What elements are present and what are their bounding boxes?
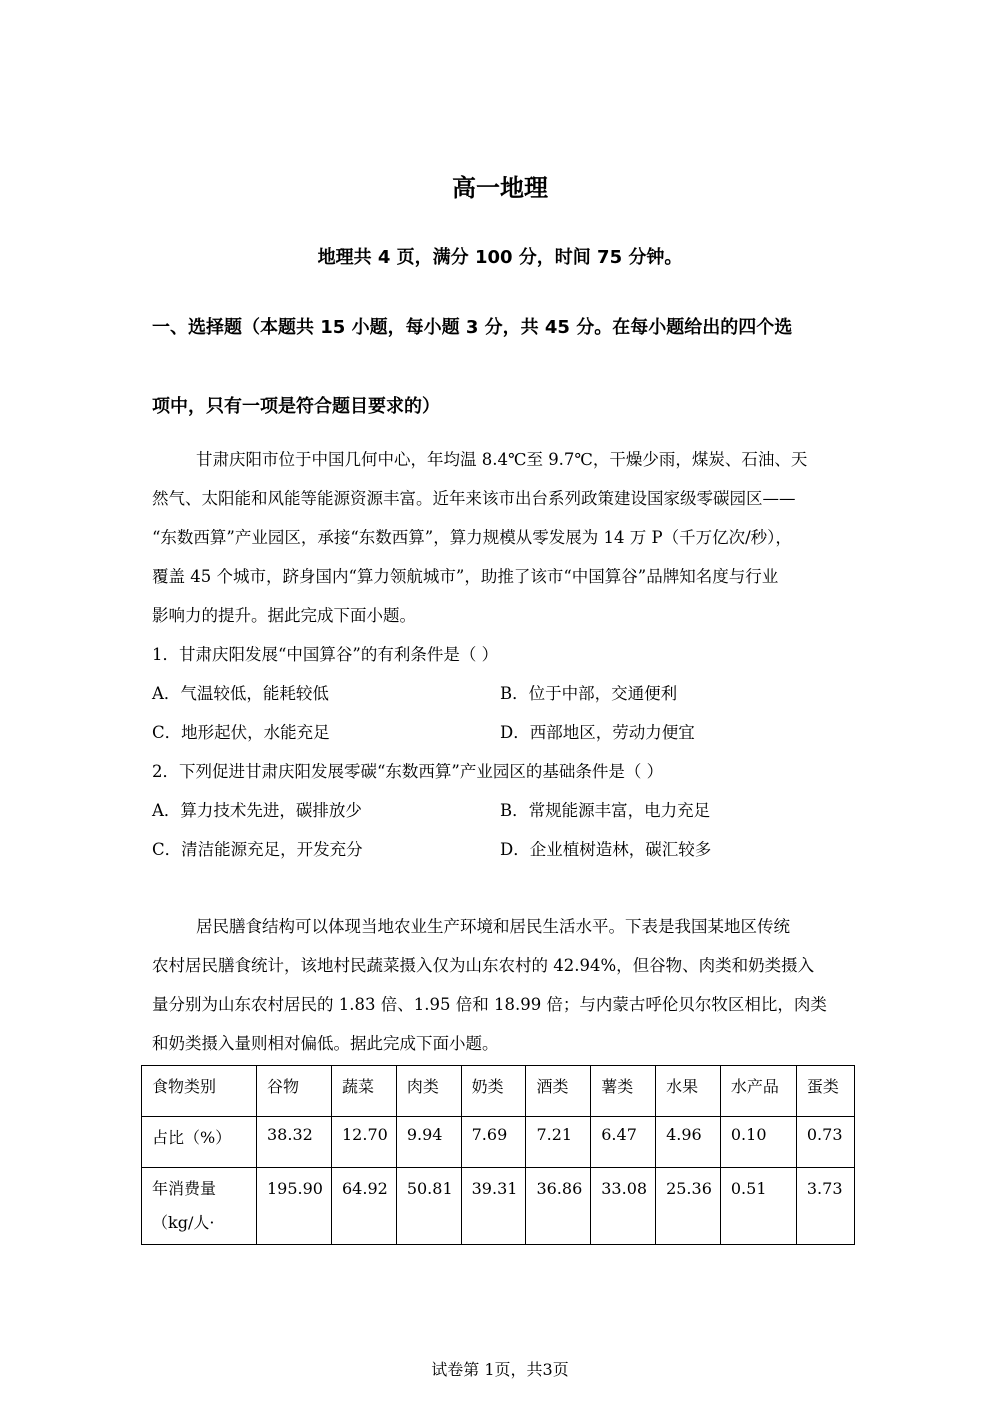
- passage2-line-1: 居民膳食结构可以体现当地农业生产环境和居民生活水平。下表是我国某地区传统: [196, 917, 790, 936]
- passage1-line-5: 影响力的提升。据此完成下面小题。: [152, 606, 416, 625]
- table-cell: 195.90: [257, 1168, 332, 1245]
- table-cell: 7.21: [526, 1117, 591, 1168]
- table-cell: 36.86: [526, 1168, 591, 1245]
- table-cell: 50.81: [396, 1168, 461, 1245]
- question-2-option-b: B．常规能源丰富，电力充足: [500, 801, 711, 820]
- table-cell: 3.73: [796, 1168, 854, 1245]
- passage1-line-2: 然气、太阳能和风能等能源资源丰富。近年来该市出台系列政策建设国家级零碳园区——: [152, 489, 796, 508]
- table-cell: 肉类: [396, 1066, 461, 1117]
- section-heading-line-2: 项中，只有一项是符合题目要求的）: [152, 396, 440, 417]
- passage1-line-4: 覆盖 45 个城市，跻身国内“算力领航城市”，助推了该市“中国算谷”品牌知名度与行业: [152, 567, 779, 586]
- table-cell: 4.96: [656, 1117, 721, 1168]
- question-2-option-a: A．算力技术先进，碳排放少: [152, 801, 362, 820]
- passage2-line-3: 量分别为山东农村居民的 1.83 倍、1.95 倍和 18.99 倍；与内蒙古呼伦贝尔牧区相比，肉类: [152, 995, 827, 1014]
- table-row: [142, 1168, 855, 1245]
- section-heading-line-1: 一、选择题（本题共 15 小题，每小题 3 分，共 45 分。在每小题给出的四个选: [152, 317, 793, 338]
- table-cell: 薯类: [591, 1066, 656, 1117]
- table-cell: 占比（%）: [142, 1117, 257, 1168]
- question-1-option-c: C．地形起伏，水能充足: [152, 723, 330, 742]
- table-cell: 0.10: [720, 1117, 796, 1168]
- table-cell: 9.94: [396, 1117, 461, 1168]
- table-header-row: [142, 1066, 855, 1117]
- table-cell: 33.08: [591, 1168, 656, 1245]
- table-cell: 7.69: [461, 1117, 526, 1168]
- table-cell: 0.51: [720, 1168, 796, 1245]
- page-footer: 试卷第 1页，共3页: [431, 1360, 569, 1379]
- table-cell: 奶类: [461, 1066, 526, 1117]
- table-cell: 64.92: [332, 1168, 397, 1245]
- table-cell: 12.70: [332, 1117, 397, 1168]
- question-1-stem: 1．甘肃庆阳发展“中国算谷”的有利条件是（ ）: [152, 645, 499, 664]
- question-1-option-d: D．西部地区，劳动力便宜: [500, 723, 695, 742]
- table-cell: 0.73: [796, 1117, 854, 1168]
- table-cell: 酒类: [526, 1066, 591, 1117]
- table-cell: 蛋类: [796, 1066, 854, 1117]
- question-2-stem: 2．下列促进甘肃庆阳发展零碳“东数西算”产业园区的基础条件是（ ）: [152, 762, 664, 781]
- table-cell: 38.32: [257, 1117, 332, 1168]
- table-cell: 食物类别: [142, 1066, 257, 1117]
- passage1-line-3: “东数西算”产业园区，承接“东数西算”，算力规模从零发展为 14 万 P（千万亿次/秒），: [152, 528, 792, 547]
- table-row: [142, 1117, 855, 1168]
- page-title: 高一地理: [452, 174, 548, 202]
- passage2-line-4: 和奶类摄入量则相对偏低。据此完成下面小题。: [152, 1034, 499, 1053]
- question-2-option-c: C．清洁能源充足，开发充分: [152, 840, 363, 859]
- table-cell: 水果: [656, 1066, 721, 1117]
- table-cell: 25.36: [656, 1168, 721, 1245]
- table-cell: 39.31: [461, 1168, 526, 1245]
- table-cell: [142, 1168, 257, 1245]
- passage2-line-2: 农村居民膳食统计，该地村民蔬菜摄入仅为山东农村的 42.94%，但谷物、肉类和奶类摄入: [152, 956, 815, 975]
- passage1-line-1: 甘肃庆阳市位于中国几何中心，年均温 8.4℃至 9.7℃，干燥少雨，煤炭、石油、天: [196, 450, 808, 469]
- table-cell: 谷物: [257, 1066, 332, 1117]
- table-cell: 水产品: [720, 1066, 796, 1117]
- question-1-option-b: B．位于中部，交通便利: [500, 684, 678, 703]
- row-label-line-1: 年消费量: [152, 1179, 217, 1198]
- page-subtitle: 地理共 4 页，满分 100 分，时间 75 分钟。: [317, 247, 683, 268]
- question-2-option-d: D．企业植树造林，碳汇较多: [500, 840, 712, 859]
- row-label-line-2: （kg/人·: [152, 1213, 215, 1232]
- diet-table: [141, 1065, 855, 1245]
- question-1-option-a: A．气温较低，能耗较低: [152, 684, 329, 703]
- table-cell: 6.47: [591, 1117, 656, 1168]
- table-cell: 蔬菜: [332, 1066, 397, 1117]
